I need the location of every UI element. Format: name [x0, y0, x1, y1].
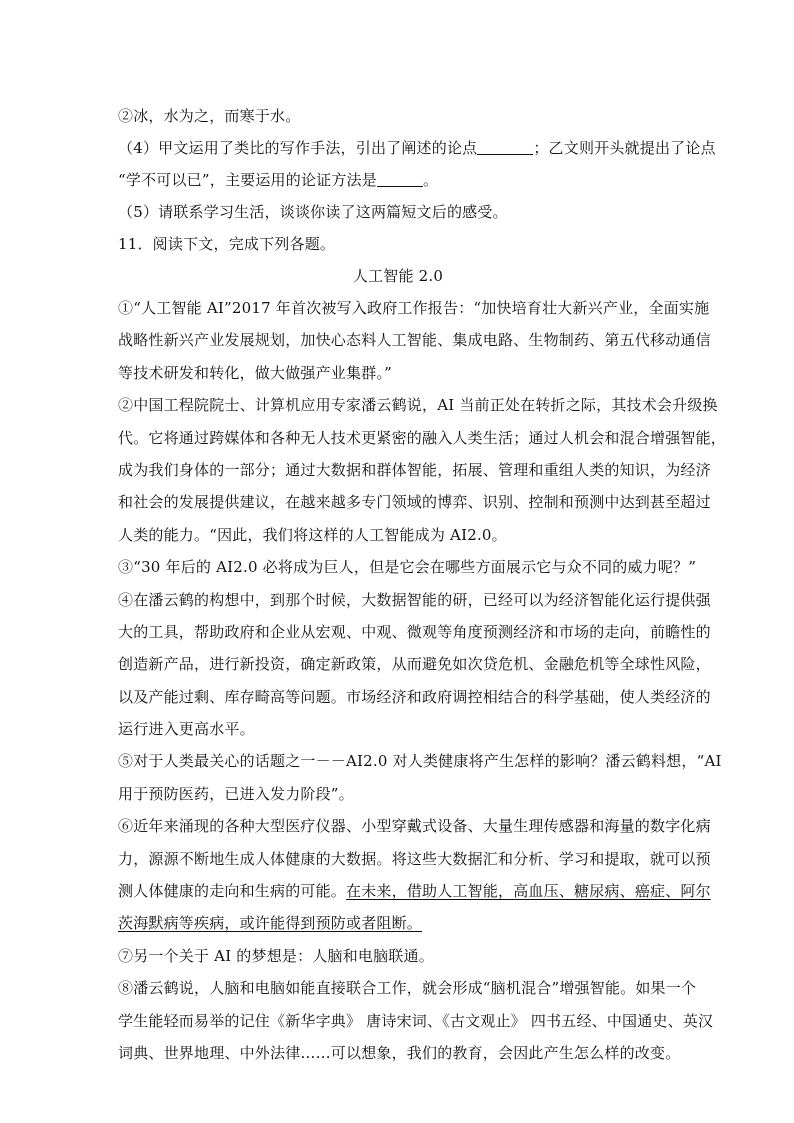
underlined-sentence: 茨海默病等疾病，或许能得到预防或者阻断。 — [118, 914, 423, 933]
paragraph-line: ②中国工程院院士、计算机应用专家潘云鹤说，AI 当前正处在转折之际，其技术会升级换 — [118, 396, 718, 415]
paragraph-line: 学生能轻而易举的记住《新华字典》 唐诗宋词、《古文观止》 四书五经、中国通史、英汉 — [118, 1011, 714, 1030]
paragraph-line: ⑦另一个关于 AI 的梦想是：人脑和电脑联通。 — [118, 946, 434, 965]
answer-blank-1[interactable] — [477, 140, 533, 155]
q10-4-line1 — [118, 132, 716, 164]
q10-4-line2 — [118, 164, 678, 196]
paragraph-line: 人类的能力。“因此，我们将这样的人工智能成为 AI2.0。 — [118, 525, 507, 544]
paragraph-line: ⑥近年来涌现的各种大型医疗仪器、小型穿戴式设备、大量生理传感器和海量的数字化病 — [118, 817, 711, 836]
paragraph-2 — [118, 389, 727, 551]
paragraph-line: ⑤对于人类最关心的话题之一－－AI2.0 对人类健康将产生怎样的影响？潘云鹤料想，“AI — [118, 752, 722, 771]
paragraph-8 — [118, 972, 714, 1069]
paragraph-line — [118, 907, 678, 939]
article-title: 人工智能 2.0 — [352, 267, 444, 285]
paragraph-line: 用于预防医药，已进入发力阶段”。 — [118, 784, 354, 803]
q10-5: （5）请联系学习生活，谈谈你读了这两篇短文后的感受。 — [118, 203, 508, 221]
paragraph-6 — [118, 810, 711, 940]
paragraph-line: ①“人工智能 AI”2017 年首次被写入政府工作报告：“加快培育壮大新兴产业，全面实施 — [118, 299, 710, 317]
paragraph-line: ④在潘云鹤的构想中，到那个时候，大数据智能的研，已经可以为经济智能化运行提供强 — [118, 590, 711, 609]
paragraph-1 — [118, 292, 711, 389]
paragraph-line: 以及产能过剩、库存畸高等问题。市场经济和政府调控相结合的科学基础，使人类经济的 — [118, 687, 711, 706]
plain-text: 测人体健康的走向和生病的可能。 — [118, 882, 347, 901]
paragraph-line: 代。它将通过跨媒体和各种无人技术更紧密的融入人类生活；通过人机会和混合增强智能， — [118, 428, 727, 447]
paragraph-4 — [118, 584, 711, 746]
paragraph-line: ⑧潘云鹤说，人脑和电脑如能直接联合工作，就会形成“脑机混合”增强智能。如果一个 — [118, 979, 697, 998]
q10-4-text-d: 。 — [422, 171, 439, 189]
paragraph-3 — [118, 551, 697, 583]
underlined-sentence: 在未来，借助人工智能，高血压、糖尿病、癌症、阿尔 — [346, 882, 711, 901]
paragraph-7 — [118, 940, 678, 972]
paragraph-line: 战略性新兴产业发展规划，加快心态料人工智能、集成电路、生物制药、第五代移动通信 — [118, 331, 711, 350]
paragraph-line: 力，源源不断地生成人体健康的大数据。将这些大数据汇和分析、学习和提取，就可以预 — [118, 849, 711, 868]
paragraph-5 — [118, 745, 722, 810]
paragraph-line: 等技术研发和转化，做大做强产业集群。” — [118, 363, 392, 382]
paragraph-line: 大的工具，帮助政府和企业从宏观、中观、微观等角度预测经济和市场的走向，前瞻性的 — [118, 622, 711, 641]
q10-4-text-c: “学不可以已”，主要运用的论证方法是 — [118, 171, 377, 189]
paragraph-line — [118, 875, 711, 907]
paragraph-line: 创造新产品，进行新投资，确定新政策，从而避免如次贷危机、金融危机等全球性风险， — [118, 655, 711, 674]
q11-prompt: 11．阅读下文，完成下列各题。 — [118, 235, 336, 253]
page-content — [118, 100, 727, 1069]
paragraph-line: 成为我们身体的一部分；通过大数据和群体智能，拓展、管理和重组人类的知识，为经济 — [118, 460, 711, 479]
paragraph-line: 词典、世界地理、中外法律……可以想象，我们的教育，会因此产生怎么样的改变。 — [118, 1043, 681, 1062]
answer-blank-2[interactable] — [377, 172, 423, 187]
q10-item2: ②冰，水为之，而寒于水。 — [118, 107, 301, 125]
paragraph-line: 运行进入更高水平。 — [118, 720, 255, 739]
paragraph-line: 和社会的发展提供建议，在越来越多专门领域的博弈、识别、控制和预测中达到甚至超过 — [118, 493, 711, 512]
q10-4-text-a: （4）甲文运用了类比的写作手法，引出了阐述的论点 — [118, 139, 478, 157]
q10-4-text-b: ；乙文则开头就提出了论点 — [533, 139, 716, 157]
paragraph-line: ③“30 年后的 AI2.0 必将成为巨人，但是它会在哪些方面展示它与众不同的威力呢？” — [118, 558, 697, 577]
